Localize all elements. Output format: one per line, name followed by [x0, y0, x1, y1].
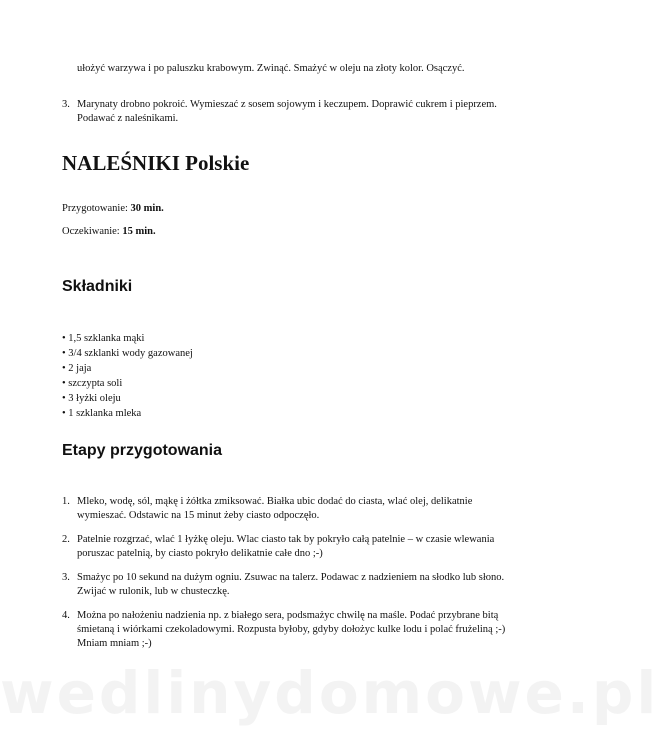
step-text: Smażyc po 10 sekund na dużym ogniu. Zsuwac na talerz. Podawac z nadzieniem na słodko lub słono. Zwijać w rulonik, lub w chusteczkę. [77, 572, 505, 597]
ingredient-item: • 1,5 szklanka mąki [62, 333, 145, 344]
prep-time-value: 30 min. [130, 203, 164, 214]
wait-time-label: Oczekiwanie: [62, 226, 123, 237]
step-text: Mleko, wodę, sól, mąkę i żółtka zmiksować. Białka ubic dodać do ciasta, wlać olej, delikatnie wymieszać. Odstawic na 15 minut żeby ciasto odpoczęło. [77, 496, 473, 521]
ingredient-item: • 3 łyżki oleju [62, 393, 121, 404]
preparation-steps [62, 495, 507, 661]
step-number: 2. [62, 534, 70, 545]
previous-recipe-step-3 [62, 98, 502, 126]
step-number: 3. [62, 99, 70, 110]
step-item [62, 495, 507, 523]
ingredients-heading: Składniki [62, 278, 133, 295]
step-number: 1. [62, 496, 70, 507]
ingredient-item: • szczypta soli [62, 378, 123, 389]
site-watermark: wedlinydomowe.pl [0, 659, 659, 727]
wait-time [62, 225, 156, 239]
prep-time [62, 202, 164, 216]
steps-heading: Etapy przygotowania [62, 442, 223, 459]
ingredient-item: • 1 szklanka mleka [62, 408, 142, 419]
wait-time-value: 15 min. [122, 226, 156, 237]
step-item [62, 609, 507, 651]
step-item [62, 533, 507, 561]
step-number: 4. [62, 610, 70, 621]
step-text: Marynaty drobno pokroić. Wymieszać z sosem sojowym i keczupem. Doprawić cukrem i pieprzem. Podawać z naleśnikami. [77, 99, 497, 124]
previous-step-continuation: ułożyć warzywa i po paluszku krabowym. Zwinąć. Smażyć w oleju na złoty kolor. Osączyć. [77, 63, 465, 74]
ingredient-item: • 3/4 szklanki wody gazowanej [62, 348, 193, 359]
step-text: Można po nałożeniu nadzienia np. z białego sera, podsmażyc chwilę na maśle. Podać przybrane bitą śmietaną i wiórkami czekoladowymi. Rozpusta byłoby, gdyby dołożyc kulke lodu i polać frużeliną ;-) Mniam mniam ;-) [77, 610, 506, 649]
step-item [62, 571, 507, 599]
step-number: 3. [62, 572, 70, 583]
recipe-title: NALEŚNIKI Polskie [62, 151, 250, 175]
ingredients-list [62, 331, 193, 421]
step-text: Patelnie rozgrzać, wlać 1 łyżkę oleju. Wlac ciasto tak by pokryło całą patelnie – w czasie wlewania poruszac patelnią, by ciasto pokryło delikatnie całe dno ;-) [77, 534, 495, 559]
prep-time-label: Przygotowanie: [62, 203, 131, 214]
ingredient-item: • 2 jaja [62, 363, 92, 374]
